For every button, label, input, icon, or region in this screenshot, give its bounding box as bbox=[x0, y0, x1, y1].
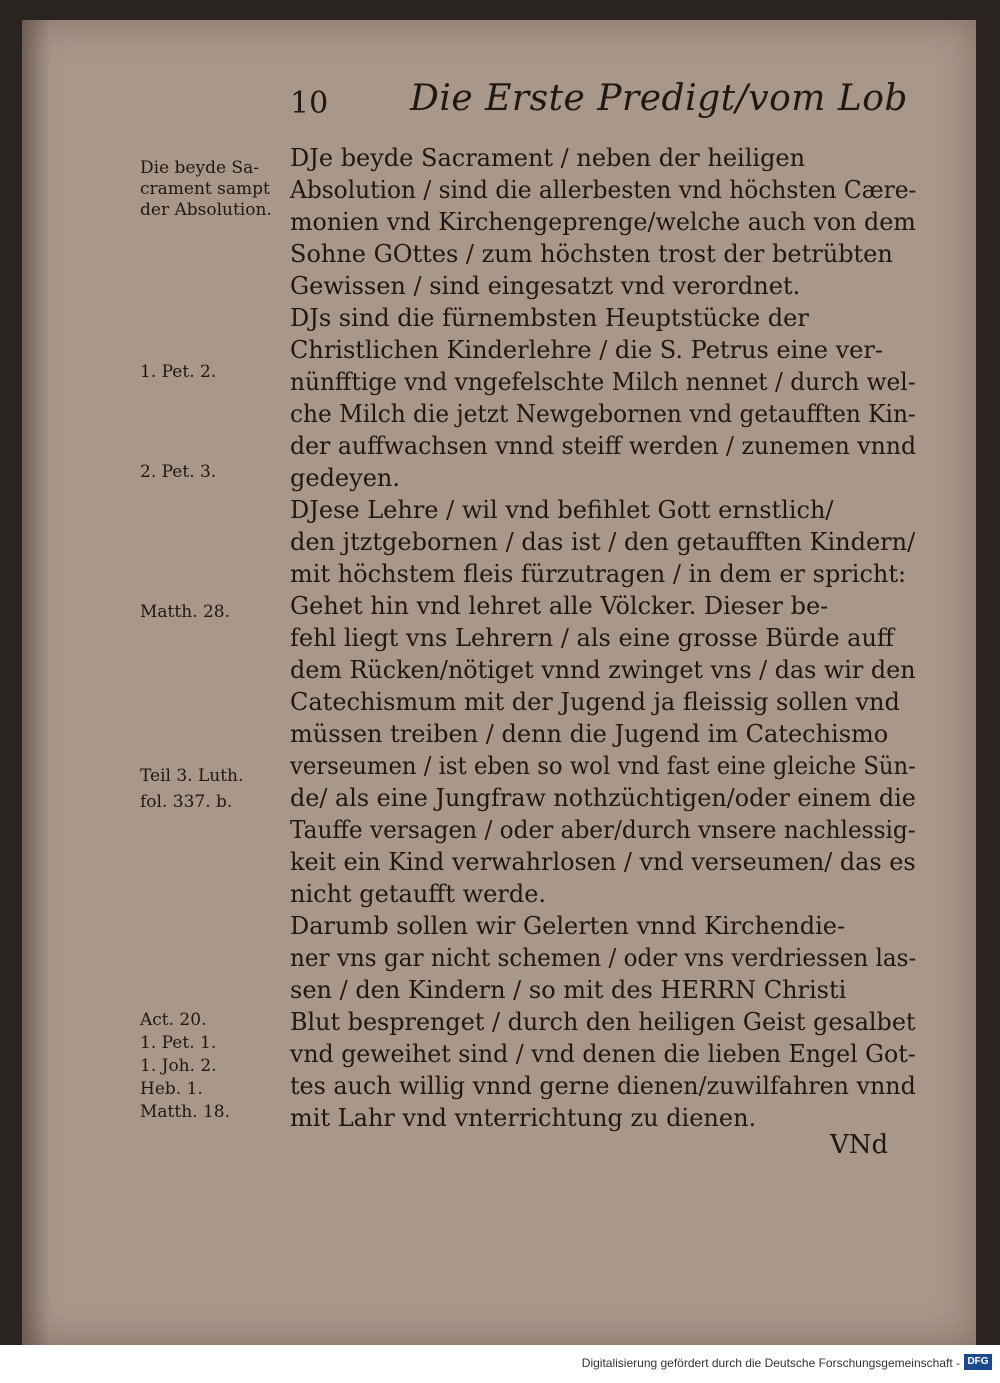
margin-note: Teil 3. Luth. bbox=[140, 766, 244, 786]
margin-note: 2. Pet. 3. bbox=[140, 462, 217, 482]
text-line: Sohne GOttes / zum höchsten trost der betrübten bbox=[290, 240, 893, 268]
margin-note: 1. Pet. 1. bbox=[140, 1033, 217, 1053]
text-line: müssen treiben / denn die Jugend im Catechismo bbox=[290, 720, 889, 748]
text-line: verseumen / ist eben so wol vnd fast eine gleiche Sün- bbox=[290, 752, 916, 780]
spine-shadow bbox=[22, 20, 50, 1345]
margin-note: Act. 20. bbox=[140, 1010, 207, 1030]
margin-note: 1. Joh. 2. bbox=[140, 1056, 217, 1076]
margin-note: Die beyde Sa- bbox=[140, 158, 259, 178]
text-line: DJe beyde Sacrament / neben der heiligen bbox=[290, 144, 806, 172]
text-line: DJese Lehre / wil vnd befihlet Gott ernstlich/ bbox=[290, 496, 834, 524]
margin-note: Matth. 18. bbox=[140, 1102, 230, 1122]
text-line: vnd geweihet sind / vnd denen die lieben Engel Got- bbox=[290, 1040, 916, 1068]
text-line: mit höchstem fleis fürzutragen / in dem er spricht: bbox=[290, 560, 907, 588]
body-text bbox=[290, 142, 916, 1134]
text-line: fehl liegt vns Lehrern / als eine grosse Bürde auff bbox=[290, 624, 894, 652]
page-number: 10 bbox=[290, 86, 329, 121]
text-line: nicht getaufft werde. bbox=[290, 880, 547, 908]
text-line: den jtztgebornen / das ist / den getaufften Kindern/ bbox=[290, 528, 916, 556]
text-line: sen / den Kindern / so mit des HERRN Christi bbox=[290, 976, 847, 1004]
footer-credit: Digitalisierung gefördert durch die Deutsche Forschungsgemeinschaft - bbox=[581, 1356, 960, 1370]
catchword: VNd bbox=[830, 1130, 889, 1160]
margin-note: Heb. 1. bbox=[140, 1079, 203, 1099]
text-line: Gehet hin vnd lehret alle Völcker. Dieser be- bbox=[290, 592, 829, 620]
text-line: dem Rücken/nötiget vnnd zwinget vns / das wir den bbox=[290, 656, 916, 684]
text-line: de/ als eine Jungfraw nothzüchtigen/oder einem die bbox=[290, 784, 916, 812]
running-head: Die Erste Predigt/vom Lob bbox=[410, 78, 908, 119]
text-line: Christlichen Kinderlehre / die S. Petrus eine ver- bbox=[290, 336, 883, 364]
text-line: nünfftige vnd vngefelschte Milch nennet / durch wel- bbox=[290, 368, 916, 396]
text-line: Gewissen / sind eingesatzt vnd verordnet. bbox=[290, 272, 801, 300]
margin-note: der Absolution. bbox=[140, 200, 272, 220]
margin-notes bbox=[140, 140, 300, 1140]
dfg-logo: DFG bbox=[964, 1354, 992, 1370]
text-line: Darumb sollen wir Gelerten vnnd Kirchendie- bbox=[290, 912, 846, 940]
text-line: Tauffe versagen / oder aber/durch vnsere nachlessig- bbox=[290, 816, 916, 844]
margin-note: crament sampt bbox=[140, 179, 270, 199]
text-line: che Milch die jetzt Newgebornen vnd getaufften Kin- bbox=[290, 400, 916, 428]
text-line: gedeyen. bbox=[290, 464, 400, 492]
text-line: Catechismum mit der Jugend ja fleissig sollen vnd bbox=[290, 688, 900, 716]
margin-note: Matth. 28. bbox=[140, 602, 230, 622]
text-line: DJs sind die fürnembsten Heuptstücke der bbox=[290, 304, 809, 332]
margin-note: 1. Pet. 2. bbox=[140, 362, 217, 382]
text-line: Blut besprenget / durch den heiligen Geist gesalbet bbox=[290, 1008, 916, 1036]
text-line: der auffwachsen vnnd steiff werden / zunemen vnnd bbox=[290, 432, 917, 460]
footer bbox=[0, 1345, 1000, 1383]
page-header bbox=[290, 78, 910, 138]
text-line: monien vnd Kirchengeprenge/welche auch von dem bbox=[290, 208, 916, 236]
text-line: ner vns gar nicht schemen / oder vns verdriessen las- bbox=[290, 944, 917, 972]
text-line: keit ein Kind verwahrlosen / vnd verseumen/ das es bbox=[290, 848, 916, 876]
margin-note: fol. 337. b. bbox=[140, 792, 233, 812]
text-line: Absolution / sind die allerbesten vnd höchsten Cære- bbox=[290, 176, 917, 204]
text-line: mit Lahr vnd vnterrichtung zu dienen. bbox=[290, 1104, 757, 1132]
text-line: tes auch willig vnnd gerne dienen/zuwilfahren vnnd bbox=[290, 1072, 916, 1100]
